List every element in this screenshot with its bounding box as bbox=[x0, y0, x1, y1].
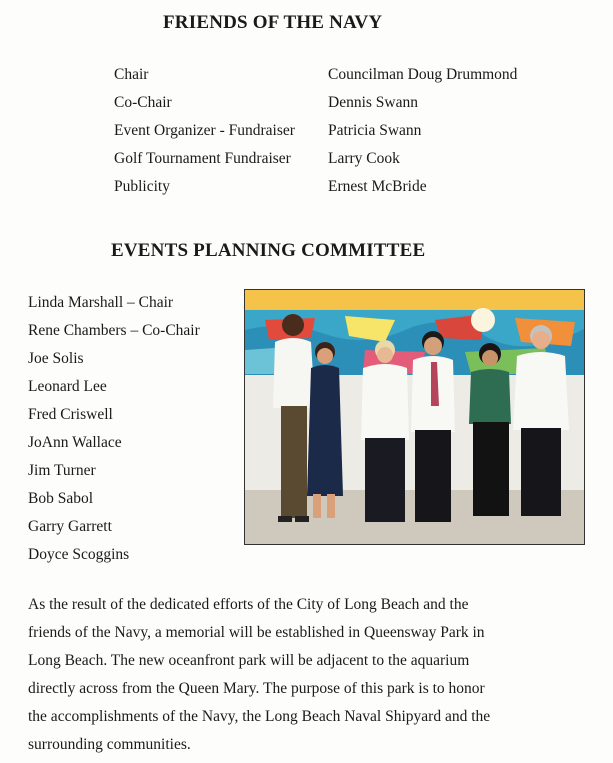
paragraph-line: directly across from the Queen Mary. The purpose of this park is to honor bbox=[28, 680, 485, 697]
committee-member: Bob Sabol bbox=[28, 490, 94, 507]
committee-member: Doyce Scoggins bbox=[28, 546, 130, 563]
paragraph-line: Long Beach. The new oceanfront park will be adjacent to the aquarium bbox=[28, 652, 470, 669]
officer-name: Patricia Swann bbox=[328, 122, 422, 139]
committee-member: Rene Chambers – Co-Chair bbox=[28, 322, 200, 339]
officer-name: Councilman Doug Drummond bbox=[328, 66, 518, 83]
section-title: EVENTS PLANNING COMMITTEE bbox=[111, 240, 426, 261]
paragraph-line: As the result of the dedicated efforts of the City of Long Beach and the bbox=[28, 596, 469, 613]
paragraph-line: surrounding communities. bbox=[28, 736, 191, 753]
officer-name: Dennis Swann bbox=[328, 94, 418, 111]
officer-role: Chair bbox=[114, 66, 149, 83]
group-photo-illustration bbox=[245, 290, 585, 545]
committee-member: Linda Marshall – Chair bbox=[28, 294, 174, 311]
paragraph-line: the accomplishments of the Navy, the Long Beach Naval Shipyard and the bbox=[28, 708, 491, 725]
officer-name: Larry Cook bbox=[328, 150, 400, 167]
memorial-paragraph bbox=[28, 591, 598, 759]
officer-name: Ernest McBride bbox=[328, 178, 427, 195]
page-title: FRIENDS OF THE NAVY bbox=[163, 12, 383, 33]
officer-role: Event Organizer - Fundraiser bbox=[114, 122, 295, 139]
committee-member: Garry Garrett bbox=[28, 518, 112, 535]
group-photo bbox=[244, 289, 585, 545]
paragraph-line: friends of the Navy, a memorial will be established in Queensway Park in bbox=[28, 624, 485, 641]
committee-member: Leonard Lee bbox=[28, 378, 107, 395]
officer-role: Golf Tournament Fundraiser bbox=[114, 150, 291, 167]
committee-member: Fred Criswell bbox=[28, 406, 113, 423]
committee-member: Jim Turner bbox=[28, 462, 96, 479]
committee-member: Joe Solis bbox=[28, 350, 84, 367]
officer-role: Publicity bbox=[114, 178, 170, 195]
officer-role: Co-Chair bbox=[114, 94, 172, 111]
committee-member: JoAnn Wallace bbox=[28, 434, 122, 451]
